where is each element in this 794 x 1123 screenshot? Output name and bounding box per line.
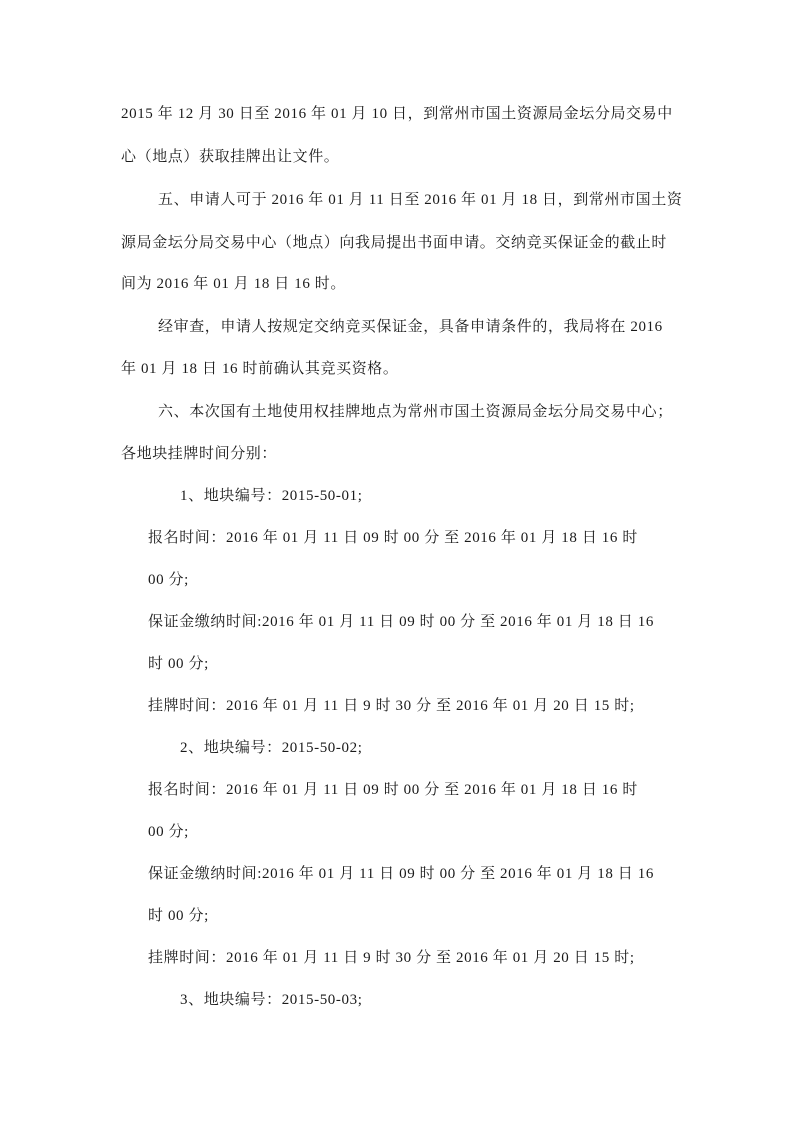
listing-time: 挂牌时间：2016 年 01 月 11 日 9 时 30 分 至 2016 年 01 月 20 日 15 时; bbox=[148, 698, 635, 714]
paragraph-line: 2015 年 12 月 30 日至 2016 年 01 月 10 日，到常州市国土资源局金坛分局交易中 bbox=[121, 106, 673, 122]
paragraph-line: 心（地点）获取挂牌出让文件。 bbox=[121, 149, 340, 165]
paragraph-line: 间为 2016 年 01 月 18 日 16 时。 bbox=[121, 276, 347, 292]
deposit-time: 保证金缴纳时间:2016 年 01 月 11 日 09 时 00 分 至 2016 年 01 月 18 日 16 bbox=[148, 866, 654, 882]
review-line: 经审查，申请人按规定交纳竞买保证金，具备申请条件的，我局将在 2016 bbox=[158, 319, 663, 335]
paragraph-line: 年 01 月 18 日 16 时前确认其竞买资格。 bbox=[121, 361, 399, 377]
paragraph-line: 源局金坛分局交易中心（地点）向我局提出书面申请。交纳竞买保证金的截止时 bbox=[121, 235, 668, 251]
deposit-time-cont: 时 00 分; bbox=[148, 656, 209, 672]
deposit-time-cont: 时 00 分; bbox=[148, 908, 209, 924]
paragraph-line: 各地块挂牌时间分别： bbox=[121, 446, 278, 462]
registration-time-cont: 00 分; bbox=[148, 572, 189, 588]
listing-time: 挂牌时间：2016 年 01 月 11 日 9 时 30 分 至 2016 年 01 月 20 日 15 时; bbox=[148, 950, 635, 966]
registration-time: 报名时间：2016 年 01 月 11 日 09 时 00 分 至 2016 年 01 月 18 日 16 时 bbox=[148, 530, 638, 546]
registration-time-cont: 00 分; bbox=[148, 824, 189, 840]
registration-time: 报名时间：2016 年 01 月 11 日 09 时 00 分 至 2016 年 01 月 18 日 16 时 bbox=[148, 782, 638, 798]
parcel-heading: 1、地块编号：2015-50-01; bbox=[180, 488, 363, 504]
deposit-time: 保证金缴纳时间:2016 年 01 月 11 日 09 时 00 分 至 2016 年 01 月 18 日 16 bbox=[148, 614, 654, 630]
section-five-line: 五、申请人可于 2016 年 01 月 11 日至 2016 年 01 月 18 日，到常州市国土资 bbox=[158, 192, 683, 208]
section-six-line: 六、本次国有土地使用权挂牌地点为常州市国土资源局金坛分局交易中心； bbox=[158, 404, 673, 420]
parcel-heading: 2、地块编号：2015-50-02; bbox=[180, 740, 363, 756]
parcel-heading: 3、地块编号：2015-50-03; bbox=[180, 992, 363, 1008]
